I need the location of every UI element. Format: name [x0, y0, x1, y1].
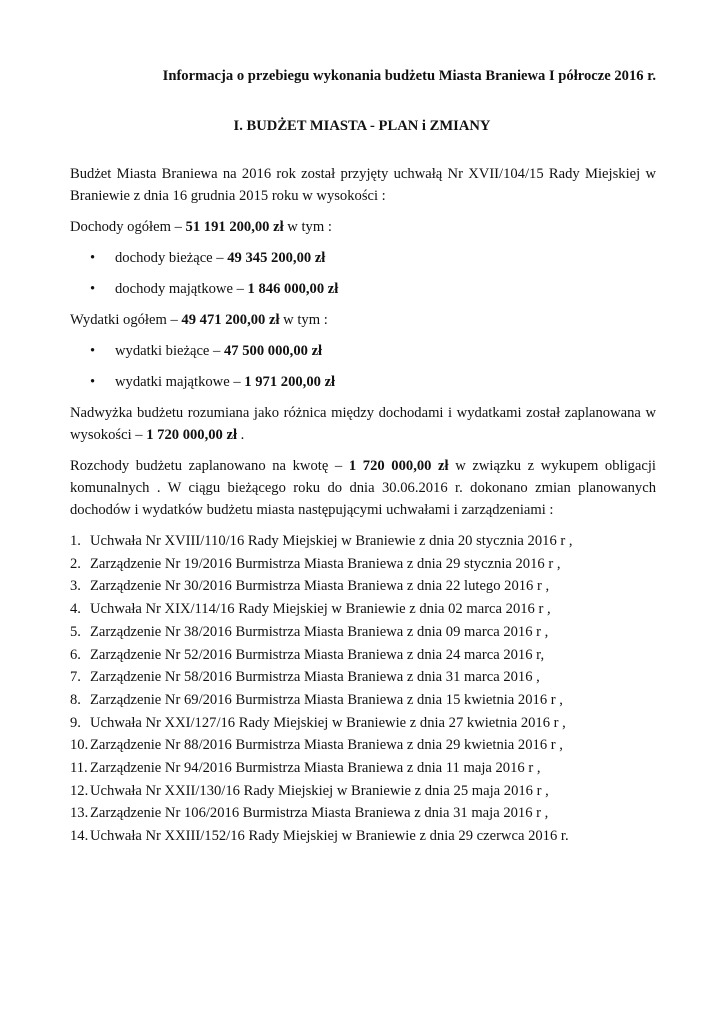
- list-item: 6. Zarządzenie Nr 52/2016 Burmistrza Miasta Braniewa z dnia 24 marca 2016 r,: [70, 646, 545, 663]
- expenses-total: Wydatki ogółem – 49 471 200,00 zł w tym :: [70, 312, 328, 328]
- income-total: Dochody ogółem – 51 191 200,00 zł w tym :: [70, 219, 332, 235]
- bullet-icon: •: [90, 343, 96, 359]
- outflows-line-1: Rozchody budżetu zaplanowano na kwotę – 1 720 000,00 zł w związku z wykupem obligacji: [70, 458, 656, 474]
- surplus-value: 1 720 000,00 zł: [146, 427, 238, 443]
- income-current-value: 49 345 200,00 zł: [227, 250, 326, 266]
- resolutions-list: [70, 530, 656, 848]
- list-item: 9. Uchwała Nr XXI/127/16 Rady Miejskiej w Braniewie z dnia 27 kwietnia 2016 r ,: [70, 714, 566, 731]
- intro-line-1: Budżet Miasta Braniewa na 2016 rok został przyjęty uchwałą Nr XVII/104/15 Rady Miejskiej w: [70, 166, 656, 182]
- income-current-item: • dochody bieżące – 49 345 200,00 zł: [70, 247, 656, 269]
- expenses-capital-item: • wydatki majątkowe – 1 971 200,00 zł: [70, 371, 656, 393]
- list-item: 5. Zarządzenie Nr 38/2016 Burmistrza Miasta Braniewa z dnia 09 marca 2016 r ,: [70, 623, 549, 640]
- document-body: [70, 163, 656, 848]
- income-capital-item: • dochody majątkowe – 1 846 000,00 zł: [70, 278, 656, 300]
- list-item: 13. Zarządzenie Nr 106/2016 Burmistrza Miasta Braniewa z dnia 31 maja 2016 r ,: [70, 805, 549, 822]
- list-item: 10. Zarządzenie Nr 88/2016 Burmistrza Miasta Braniewa z dnia 29 kwietnia 2016 r ,: [70, 737, 563, 754]
- document-title: Informacja o przebiegu wykonania budżetu Miasta Braniewa I półrocze 2016 r.: [162, 68, 656, 84]
- surplus-paragraph: [70, 402, 656, 446]
- expenses-current-item: • wydatki bieżące – 47 500 000,00 zł: [70, 340, 656, 362]
- bullet-icon: •: [90, 281, 96, 297]
- expenses-total-value: 49 471 200,00 zł: [181, 312, 280, 328]
- list-item: 2. Zarządzenie Nr 19/2016 Burmistrza Miasta Braniewa z dnia 29 stycznia 2016 r ,: [70, 555, 561, 572]
- bullet-icon: •: [90, 250, 96, 266]
- outflows-line-3: dochodów i wydatków budżetu miasta następującymi uchwałami i zarządzeniami :: [70, 502, 554, 518]
- list-item: 14. Uchwała Nr XXIII/152/16 Rady Miejskiej w Braniewie z dnia 29 czerwca 2016 r.: [70, 828, 569, 845]
- outflows-paragraph: [70, 455, 656, 521]
- income-capital-value: 1 846 000,00 zł: [247, 281, 339, 297]
- list-item: 11. Zarządzenie Nr 94/2016 Burmistrza Miasta Braniewa z dnia 11 maja 2016 r ,: [70, 760, 541, 777]
- list-item: 3. Zarządzenie Nr 30/2016 Burmistrza Miasta Braniewa z dnia 22 lutego 2016 r ,: [70, 578, 550, 595]
- list-item: 12. Uchwała Nr XXII/130/16 Rady Miejskiej w Braniewie z dnia 25 maja 2016 r ,: [70, 782, 549, 799]
- list-item: 1. Uchwała Nr XVIII/110/16 Rady Miejskiej w Braniewie z dnia 20 stycznia 2016 r ,: [70, 533, 573, 549]
- outflows-line-2: komunalnych . W ciągu bieżącego roku do dnia 30.06.2016 r. dokonano zmian planowanych: [70, 480, 656, 496]
- list-item: 8. Zarządzenie Nr 69/2016 Burmistrza Miasta Braniewa z dnia 15 kwietnia 2016 r ,: [70, 691, 563, 708]
- list-item: 7. Zarządzenie Nr 58/2016 Burmistrza Miasta Braniewa z dnia 31 marca 2016 ,: [70, 669, 540, 686]
- expenses-current-value: 47 500 000,00 zł: [224, 343, 323, 359]
- list-item: 4. Uchwała Nr XIX/114/16 Rady Miejskiej w Braniewie z dnia 02 marca 2016 r ,: [70, 601, 551, 618]
- bullet-icon: •: [90, 374, 96, 390]
- intro-line-2: Braniewie z dnia 16 grudnia 2015 roku w wysokości :: [70, 188, 386, 204]
- surplus-line-1: Nadwyżka budżetu rozumiana jako różnica między dochodami i wydatkami został zaplanowana w: [70, 405, 656, 421]
- outflows-value: 1 720 000,00 zł: [348, 458, 449, 474]
- surplus-line-2: wysokości – 1 720 000,00 zł .: [70, 427, 245, 443]
- intro-paragraph: [70, 163, 656, 207]
- section-title: I. BUDŻET MIASTA - PLAN i ZMIANY: [233, 118, 491, 134]
- expenses-capital-value: 1 971 200,00 zł: [244, 374, 336, 390]
- income-total-value: 51 191 200,00 zł: [185, 219, 284, 235]
